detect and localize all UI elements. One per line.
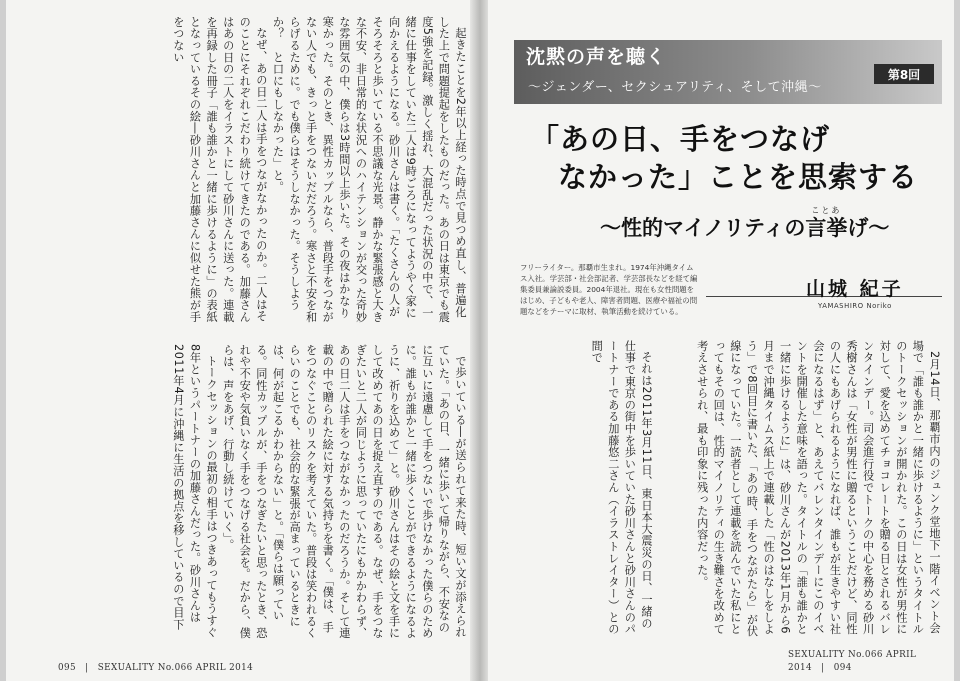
paragraph: それは2011年3月11日、東日本大震災の日、一緒の仕事で東京の街中を歩いていた砂川さんと砂川さんのパートナーである加藤悠二さん（イラストレイター）との間で bbox=[590, 340, 653, 635]
paragraph: で歩いている―が送られて来た時、短い文が添えられていた。「あの日、一緒に歩いて帰りながら、不安なのに互いに遠慮して手をつないで歩けなかった僕らのために。誰もが誰かと一緒に歩くことができるようになるように、祈りを込めて」と。砂川さんはその絵と文を手にして改めてあの日を捉え直すのである。なぜ、手をつなぎたいと二人が同じように思っていたにもかかわらず、あの日二人は手をつながなかったのだろうか。そして連載の中で贈られた絵に対する気持ちを書く。「僕は、手をつなぐことのリスクを考えていた。普段は笑われるくらいのことでも、社会的な緊張が高まっているときには、何が起こるかわからない」と。「僕らは願っている。同性カップルが、手をつなぎたいと思ったとき、恐れや不安や気負いなく手をつなげる社会を。だから、僕らは、声をあげ、行動し続けていく」。 bbox=[221, 344, 467, 639]
headline-line-2: なかった」ことを思索する bbox=[558, 160, 919, 194]
ruby-reading: ことあ bbox=[811, 206, 842, 215]
right-page-folio: SEXUALITY No.066 APRIL 2014 | 094 bbox=[788, 650, 917, 673]
series-banner bbox=[514, 40, 942, 104]
series-title: 沈黙の声を聴く bbox=[526, 46, 667, 68]
author-name: 山城 紀子 bbox=[806, 278, 904, 300]
paragraph: トークセッションの最初の相手はつきあってもうすぐ8年というパートナーの加藤さんだった。砂川さんは2011年4月に沖縄に生活の拠点を移しているので目下 bbox=[171, 344, 219, 639]
right-page-body-text bbox=[664, 340, 942, 640]
ruby-base: 言挙 bbox=[805, 216, 848, 240]
paragraph: 起きたことを2年以上経った時点で見つめ直し、普遍化した上で問題提起をしたものだった。あの日は東京でも震度5強を記録。激しく揺れ、大混乱だった状況の中で、一緒に仕事をしていた二人は9時ごろになってようやく家に向かえるようになる。砂川さんは書く。「たくさんの人がそろそろと歩いている不思議な光景。静かな緊張感と大きな不安、非日常的な状況へのハイテンションが交った奇妙な雰囲気の中、僕らは3時間以上歩いた。その夜はかなり寒かった。そのとき、異性カップルなら、普段手をつながない人でも、きっと手をつないだだろう。寒さと不安を和らげるために。でも僕らはそうしなかった。そうしようか？ と口にもしなかった」と。 bbox=[271, 16, 467, 323]
left-page-folio: 095 | SEXUALITY No.066 APRIL 2014 bbox=[58, 663, 254, 673]
left-page bbox=[6, 0, 472, 681]
author-romaji: YAMASHIRO Noriko bbox=[818, 302, 892, 310]
ruby-word bbox=[805, 206, 848, 240]
book-gutter bbox=[470, 0, 490, 681]
headline-line-1: 「あの日、手をつなげ bbox=[530, 122, 831, 156]
subhead-suffix: げ〜 bbox=[847, 216, 890, 240]
article-subhead bbox=[600, 206, 890, 242]
paragraph: なぜ、あの日二人は手をつながなかったのか。二人はそのことにそれぞれこだわり続けてきたのである。加藤さんはあの日の二人をイラストにして砂川さんに送った。連載を再録した冊子「誰も誰かと一緒に歩けるように」の表紙となっているその絵―砂川さんと加藤さんに似せた熊が手をつない bbox=[171, 16, 268, 323]
left-page-bottom-text bbox=[66, 344, 468, 642]
author-profile: フリーライター。那覇市生まれ。1974年沖縄タイムス入社。学芸部・社会部記者、学芸部長などを経て編集委員兼論説委員。2004年退社。現在も女性問題をはじめ、子どもや老人、障害者問題、医療や福祉の問題などをテーマに取材、執筆活動を続けている。 bbox=[520, 263, 698, 316]
subhead-prefix: 〜性的マイノリティの bbox=[600, 216, 806, 240]
paragraph: 2月14日、那覇市内のジュンク堂地下一階イベント会場で「誰も誰かと一緒に歩けるように」というタイトルのトークセッションが開かれた。この日は女性が男性に対して、愛を込めてチョコレートを贈る日とされるバレンタインデー。司会進行役でトークの中心を務める砂川秀樹さんは「女性が男性に贈るということだけど、同性の人にもあげられるようになれば、誰もが生きやすい社会になるはず」と、あえてバレンタインデーにこのイベントを開催した意味を語った。タイトルの「誰も誰かと一緒に歩けるように」は、砂川さんが2013年1月から6月まで沖縄タイムス紙上で連載した「性のはなしをしよう」で8回目に書いた、「あの時、手をつながたら」が伏線になっていた。一読者として連載を読んでいた私にとってもその回は、性的マイノリティの生き難さを改めて考えさせられ、最も印象に残った内容だった。 bbox=[695, 340, 941, 638]
right-page bbox=[488, 0, 954, 681]
volume-badge: 第8回 bbox=[874, 64, 934, 84]
article-headline bbox=[530, 120, 930, 196]
right-page-body-text-cont bbox=[518, 340, 654, 640]
series-subtitle: 〜ジェンダー、セクシュアリティ、そして沖縄〜 bbox=[528, 80, 822, 95]
left-page-top-text bbox=[66, 16, 468, 328]
